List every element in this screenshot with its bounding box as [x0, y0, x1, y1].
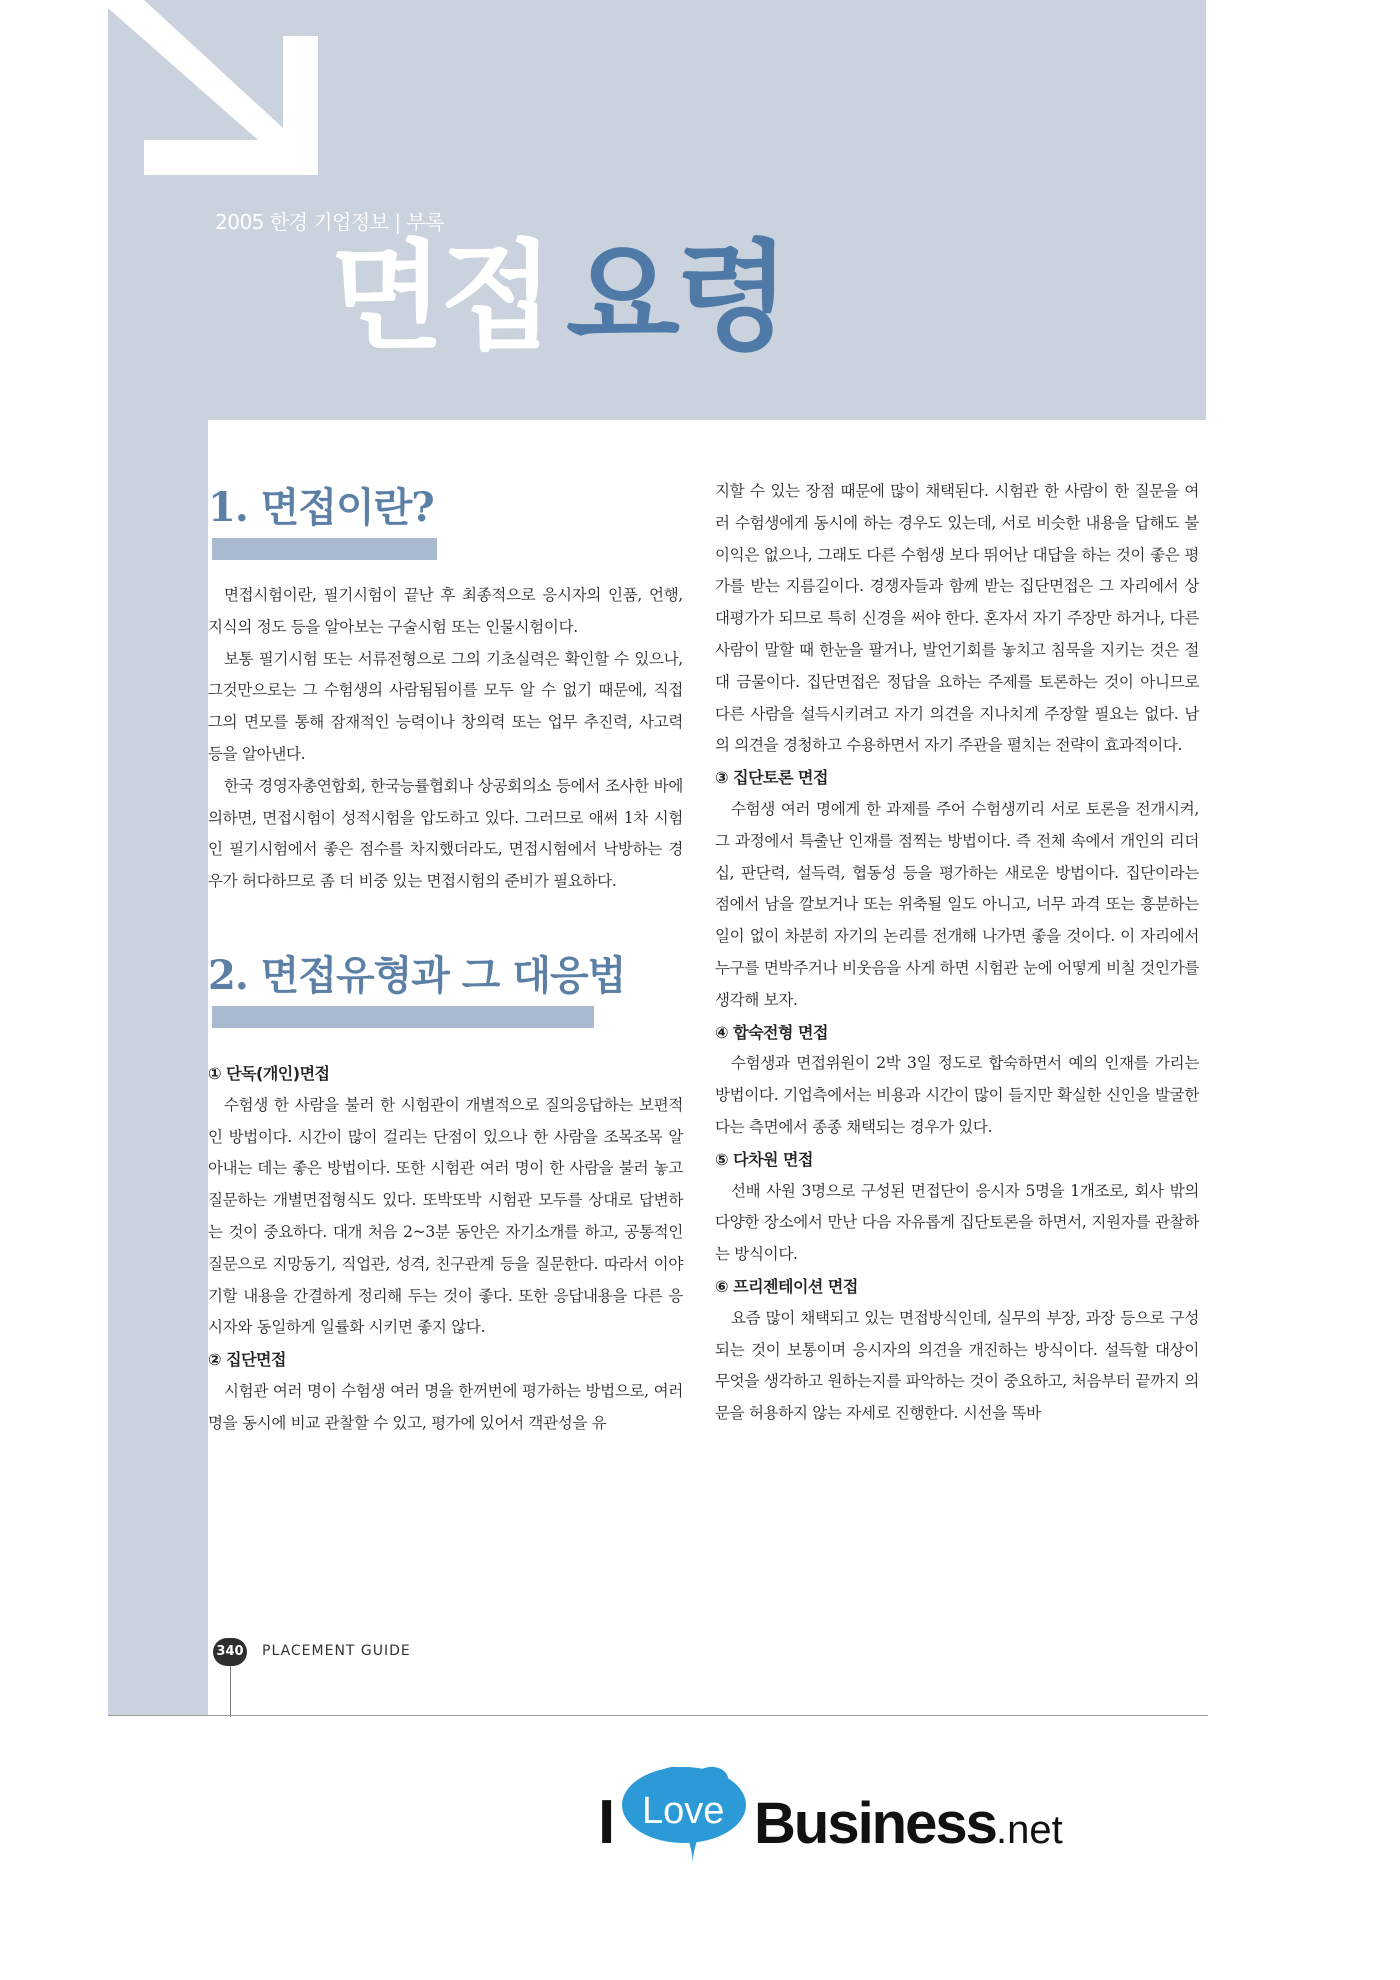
- paragraph: 요즘 많이 채택되고 있는 면접방식인데, 실무의 부장, 과장 등으로 구성되는 것이 보통이며 응시자의 의견을 개진하는 방식이다. 설득할 대상이 무엇을 생각하고 원하는지를 파악하는 것이 중요하고, 처음부터 끝까지 의문을 허용하지 않는 자세로 진행한다. 시선을 똑바: [715, 1308, 1199, 1423]
- subsection-heading: ② 집단면접: [208, 1350, 286, 1370]
- logo-business: Business: [754, 1791, 996, 1856]
- footer-guide-label: PLACEMENT GUIDE: [262, 1643, 411, 1659]
- paragraph: 한국 경영자총연합회, 한국능률협회나 상공회의소 등에서 조사한 바에 의하면, 면접시험이 성적시험을 압도하고 있다. 그러므로 애써 1차 시험인 필기시험에서 좋은 점수를 차지했더라도, 면접시험에서 낙방하는 경우가 허다하므로 좀 더 비중 있는 면접시험의 준비가 필요하다.: [208, 776, 683, 891]
- subsection-heading: ⑤ 다차원 면접: [715, 1149, 813, 1169]
- subsection-heading: ① 단독(개인)면접: [208, 1063, 330, 1083]
- section-title: 2. 면접유형과 그 대응법: [208, 951, 626, 999]
- arrow-icon: [108, 0, 333, 185]
- paragraph: 선배 사원 3명으로 구성된 면접단이 응시자 5명을 1개조로, 회사 밖의 다양한 장소에서 만난 다음 자유롭게 집단토론을 하면서, 지원자를 관찰하는 방식이다.: [715, 1181, 1199, 1264]
- subsection-heading: ③ 집단토론 면접: [715, 768, 828, 788]
- page-title: [330, 222, 850, 372]
- subsection-heading: ④ 합숙전형 면접: [715, 1022, 828, 1042]
- title-part-1: 면접: [330, 228, 550, 366]
- article-body: [208, 420, 1208, 1645]
- paragraph: 시험관 여러 명이 수험생 여러 명을 한꺼번에 평가하는 방법으로, 여러 명을 동시에 비교 관찰할 수 있고, 평가에 있어서 객관성을 유: [208, 1381, 683, 1432]
- page-number: 340: [213, 1638, 247, 1666]
- paragraph: 지할 수 있는 장점 때문에 많이 채택된다. 시험관 한 사람이 한 질문을 여러 수험생에게 동시에 하는 경우도 있는데, 서로 비슷한 내용을 답해도 불이익은 없으나, 그래도 다른 수험생 보다 뛰어난 대답을 하는 것이 좋은 평가를 받는 지름길이다. 경쟁자들과 함께 받는 집단면접은 그 자리에서 상대평가가 되므로 특히 신경을 써야 한다. 혼자서 자기 주장만 하거나, 다른 사람이 말할 때 한눈을 팔거나, 발언기회를 놓치고 침묵을 지키는 것은 절대 금물이다. 집단면접은 정답을 요하는 주제를 토론하는 것이 아니므로 다른 사람을 설득시키려고 자기 의견을 지나치게 주장할 필요는 없다. 남의 의견을 경청하고 수용하면서 자기 주관을 펼치는 전략이 효과적이다.: [715, 482, 1199, 755]
- magazine-header: 2005 한경 기업정보 | 부록: [215, 210, 445, 234]
- title-part-2: 요령: [566, 228, 786, 366]
- paragraph: 면접시험이란, 필기시험이 끝난 후 최종적으로 응시자의 인품, 언행, 지식의 정도 등을 알아보는 구술시험 또는 인물시험이다.: [208, 586, 683, 636]
- ilovebusiness-logo: [598, 1765, 1078, 1885]
- subsection-heading: ⑥ 프리젠테이션 면접: [715, 1276, 858, 1296]
- footer-divider-vertical: [230, 1665, 231, 1717]
- paragraph: 수험생 여러 명에게 한 과제를 주어 수험생끼리 서로 토론을 전개시켜, 그 과정에서 특출난 인재를 점찍는 방법이다. 즉 전체 속에서 개인의 리더십, 판단력, 설득력, 협동성 등을 평가하는 새로운 방법이다. 집단이라는 점에서 남을 깔보거나 또는 위축될 일도 아니고, 너무 과격 또는 흥분하는 일이 없이 차분히 자기의 논리를 전개해 나가면 좋을 것이다. 이 자리에서 누구를 면박주거나 비웃음을 사게 하면 시험관 눈에 어떻게 비칠 것인가를 생각해 보자.: [715, 799, 1199, 1009]
- footer-divider: [108, 1715, 1208, 1716]
- logo-love: Love: [642, 1790, 725, 1832]
- logo-net: .net: [996, 1808, 1063, 1852]
- section-bar: [212, 1006, 594, 1028]
- logo-i: I: [598, 1788, 616, 1857]
- column-right: [715, 476, 1199, 1430]
- sidebar-band: [108, 420, 208, 1715]
- section-title: 1. 면접이란?: [208, 484, 434, 531]
- paragraph: 보통 필기시험 또는 서류전형으로 그의 기초실력은 확인할 수 있으나, 그것만으로는 그 수험생의 사람됨됨이를 모두 알 수 없기 때문에, 직접 그의 면모를 통해 잠재적인 능력이나 창의력 또는 업무 추진력, 사고력 등을 알아낸다.: [208, 649, 683, 763]
- column-left: [208, 480, 683, 1440]
- section-bar: [212, 538, 437, 560]
- paragraph: 수험생과 면접위원이 2박 3일 정도로 합숙하면서 예의 인재를 가리는 방법이다. 기업측에서는 비용과 시간이 많이 들지만 확실한 신인을 발굴한다는 측면에서 종종 채택되는 경우가 있다.: [715, 1054, 1199, 1136]
- paragraph: 수험생 한 사람을 불러 한 시험관이 개별적으로 질의응답하는 보편적인 방법이다. 시간이 많이 걸리는 단점이 있으나 한 사람을 조목조목 알아내는 데는 좋은 방법이다. 또한 시험관 여러 명이 한 사람을 불러 놓고 질문하는 개별면접형식도 있다. 또박또박 시험관 모두를 상대로 답변하는 것이 중요하다. 대개 처음 2~3분 동안은 자기소개를 하고, 공통적인 질문으로 지망동기, 직업관, 성격, 친구관계 등을 질문한다. 따라서 이야기할 내용을 간결하게 정리해 두는 것이 좋다. 또한 응답내용을 다른 응시자와 동일하게 일률화 시키면 좋지 않다.: [208, 1095, 683, 1337]
